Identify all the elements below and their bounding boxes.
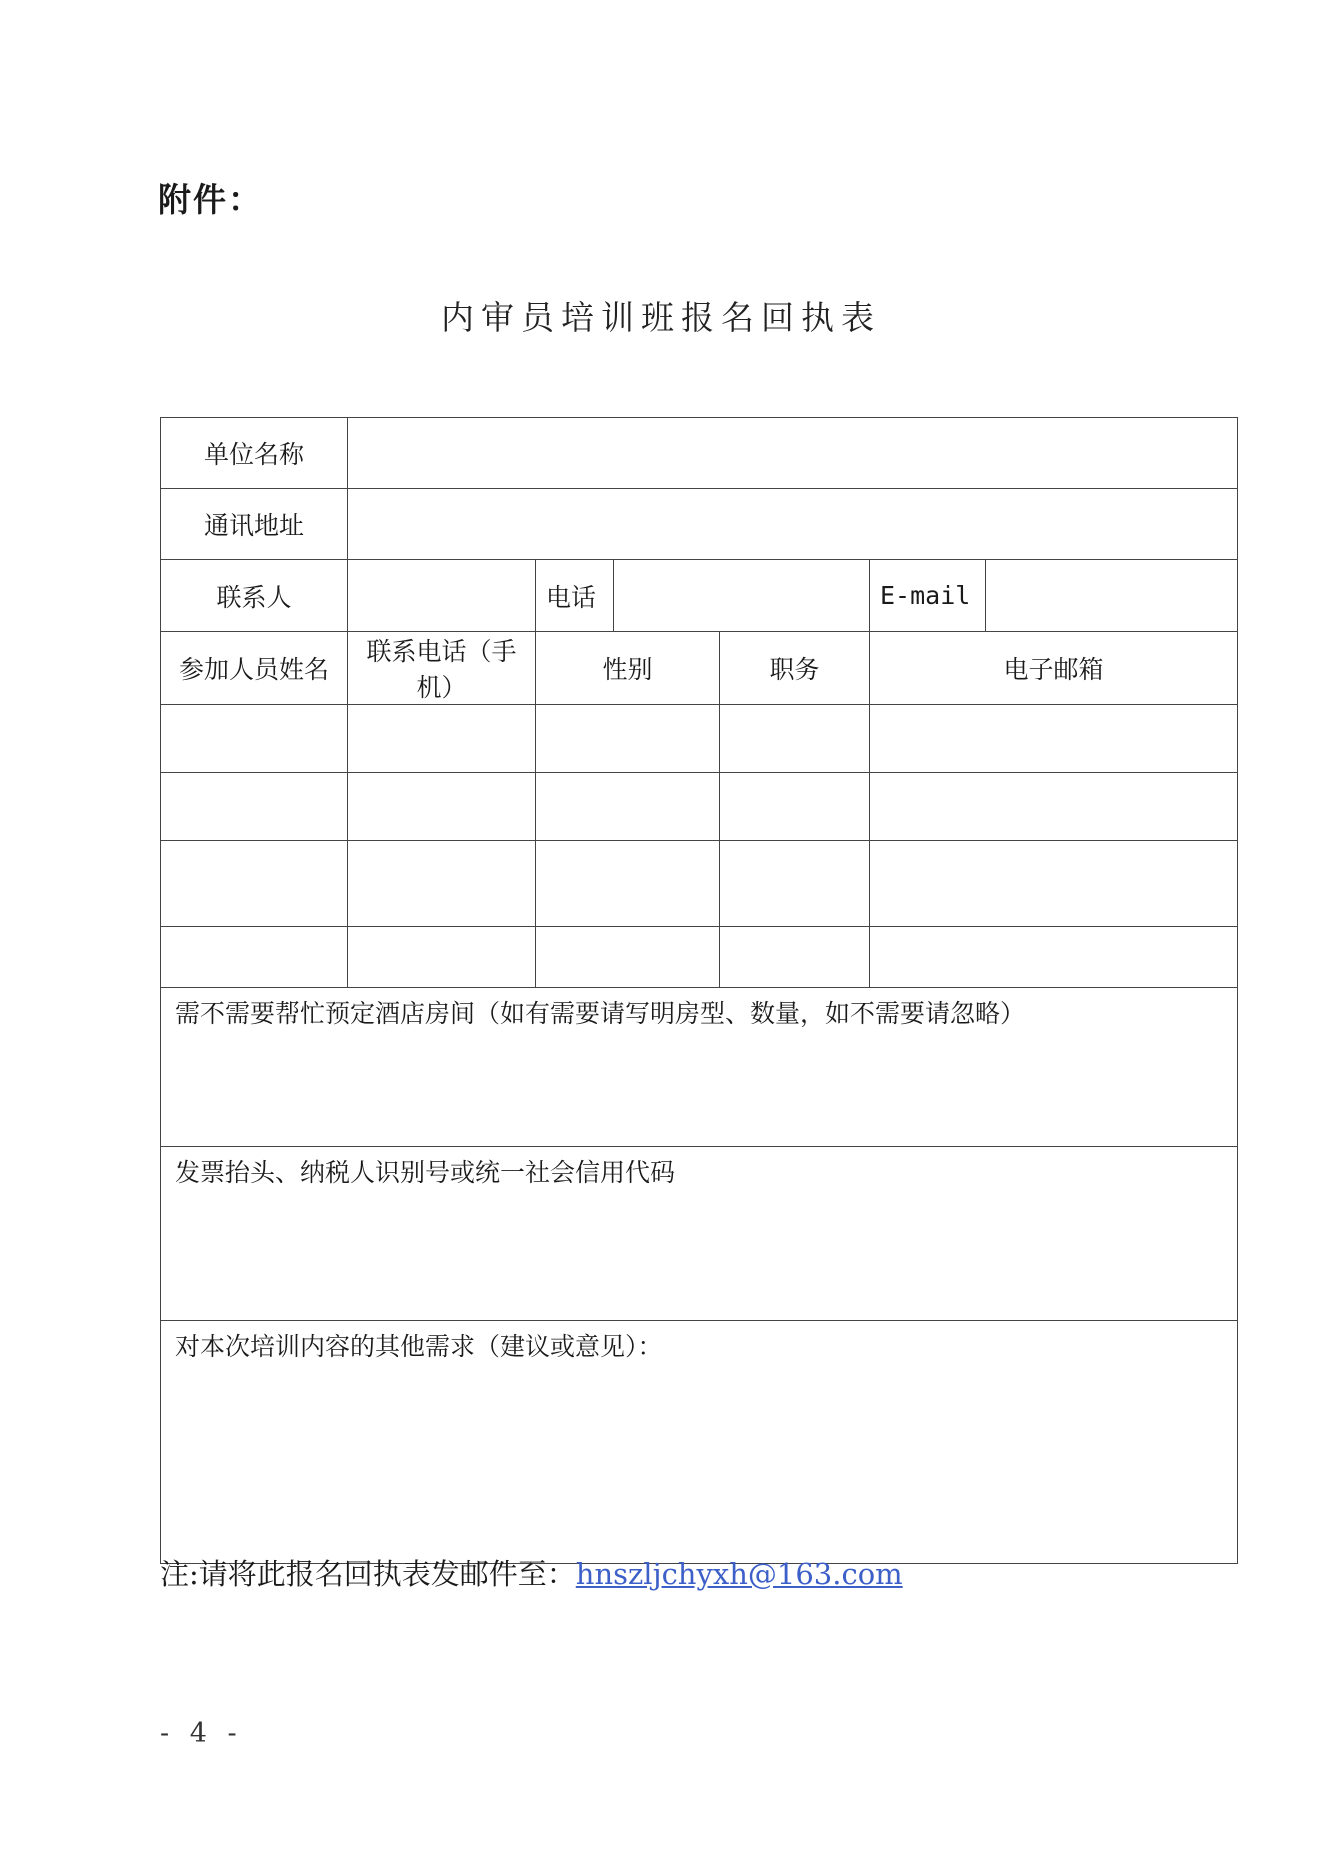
attachment-label: 附件： (158, 180, 263, 219)
contact-field[interactable] (348, 560, 536, 632)
phone-field[interactable] (614, 560, 870, 632)
participant-email-cell[interactable] (870, 841, 1238, 927)
participant-name-cell[interactable] (161, 705, 348, 773)
unit-name-row (161, 418, 1238, 489)
participant-mobile-cell[interactable] (348, 841, 536, 927)
participant-row (161, 705, 1238, 773)
address-label: 通讯地址 (161, 489, 348, 560)
participant-row (161, 773, 1238, 841)
email-label: E-mail (870, 560, 986, 632)
column-header-email: 电子邮箱 (870, 632, 1238, 705)
hotel-request-field[interactable] (161, 988, 1238, 1147)
email-field[interactable] (986, 560, 1238, 632)
participant-gender-cell[interactable] (536, 927, 720, 988)
form-title: 内审员培训班报名回执表 (441, 298, 881, 337)
other-needs-row (161, 1321, 1238, 1564)
participant-email-cell[interactable] (870, 773, 1238, 841)
address-field[interactable] (348, 489, 1238, 560)
participant-mobile-cell[interactable] (348, 927, 536, 988)
column-header-mobile: 联系电话（手机） (348, 632, 536, 705)
contact-label: 联系人 (161, 560, 348, 632)
unit-name-field[interactable] (348, 418, 1238, 489)
registration-form-table (160, 417, 1238, 1564)
submission-note (160, 1552, 903, 1593)
other-needs-field[interactable] (161, 1321, 1238, 1564)
participant-gender-cell[interactable] (536, 841, 720, 927)
participant-email-cell[interactable] (870, 927, 1238, 988)
hotel-request-row (161, 988, 1238, 1147)
column-header-position: 职务 (720, 632, 870, 705)
participant-row (161, 927, 1238, 988)
address-row (161, 489, 1238, 560)
participant-position-cell[interactable] (720, 773, 870, 841)
participant-name-cell[interactable] (161, 927, 348, 988)
participant-name-cell[interactable] (161, 773, 348, 841)
participant-position-cell[interactable] (720, 841, 870, 927)
phone-label: 电话 (536, 560, 614, 632)
invoice-field[interactable] (161, 1147, 1238, 1321)
participant-row (161, 841, 1238, 927)
participant-mobile-cell[interactable] (348, 773, 536, 841)
note-prefix: 注:请将此报名回执表发邮件至： (160, 1557, 576, 1591)
page-number: - 4 - (160, 1718, 243, 1749)
participant-gender-cell[interactable] (536, 705, 720, 773)
participant-name-cell[interactable] (161, 841, 348, 927)
participant-position-cell[interactable] (720, 927, 870, 988)
participant-position-cell[interactable] (720, 705, 870, 773)
participant-mobile-cell[interactable] (348, 705, 536, 773)
column-header-name: 参加人员姓名 (161, 632, 348, 705)
hotel-request-label: 需不需要帮忙预定酒店房间（如有需要请写明房型、数量，如不需要请忽略） (175, 999, 1026, 1028)
invoice-label: 发票抬头、纳税人识别号或统一社会信用代码 (175, 1158, 676, 1187)
participants-header-row (161, 632, 1238, 705)
participant-email-cell[interactable] (870, 705, 1238, 773)
invoice-row (161, 1147, 1238, 1321)
contact-row (161, 560, 1238, 632)
unit-name-label: 单位名称 (161, 418, 348, 489)
other-needs-label: 对本次培训内容的其他需求（建议或意见）： (175, 1332, 663, 1361)
participant-gender-cell[interactable] (536, 773, 720, 841)
email-link[interactable]: hnszljchyxh@163.com (575, 1557, 903, 1591)
column-header-gender: 性别 (536, 632, 720, 705)
